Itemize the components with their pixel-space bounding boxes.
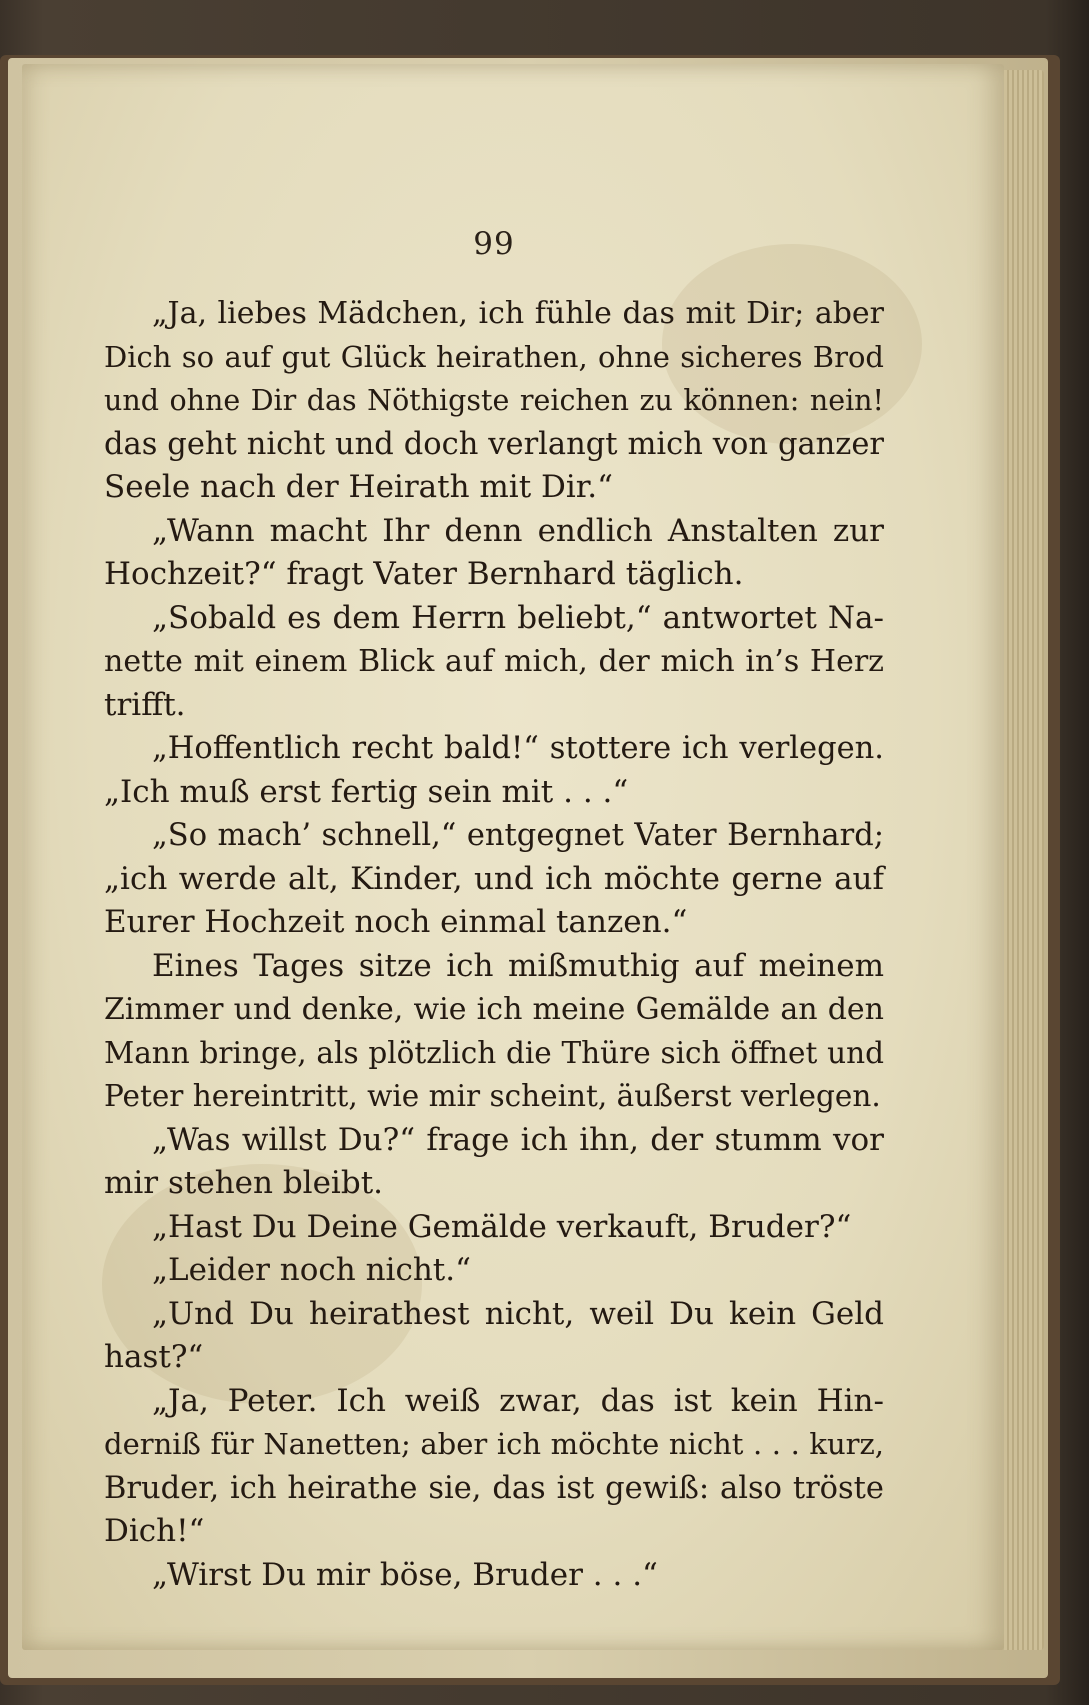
text-line: „Leider noch nicht.“ [152, 1252, 471, 1288]
text-line: „Ja, liebes Mädchen, ich fühle das mit Dir; aber [152, 296, 884, 331]
book-page [22, 64, 1004, 1650]
text-line: „Was willst Du?“ frage ich ihn, der stumm vor [152, 1121, 884, 1158]
text-line: Bruder, ich heirathe sie, das ist gewiß: also tröste [104, 1470, 884, 1506]
text-line: „So mach’ schnell,“ entgegnet Vater Bernhard; [152, 818, 884, 853]
text-line: „Und Du heirathest nicht, weil Du kein Geld [152, 1295, 884, 1332]
page-text [104, 292, 884, 1597]
text-line: mir stehen bleibt. [104, 1165, 383, 1201]
text-line: Dich!“ [104, 1513, 205, 1549]
page-number: 99 [473, 226, 515, 262]
text-line: Zimmer und denke, wie ich meine Gemälde an den [104, 992, 884, 1027]
text-line: „Hast Du Deine Gemälde verkauft, Bruder?“ [152, 1208, 852, 1245]
text-line: Peter hereintritt, wie mir scheint, äußerst verlegen. [104, 1079, 881, 1113]
text-line: „ich werde alt, Kinder, und ich möchte gerne auf [104, 860, 884, 897]
page-edges [1004, 70, 1044, 1650]
text-line: Eurer Hochzeit noch einmal tanzen.“ [104, 904, 688, 940]
text-line: „Wann macht Ihr denn endlich Anstalten zur [152, 512, 884, 549]
text-line: und ohne Dir das Nöthigste reichen zu können: nein! [104, 384, 884, 417]
text-line: Dich so auf gut Glück heirathen, ohne sicheres Brod [104, 339, 884, 374]
text-line: Seele nach der Heirath mit Dir.“ [104, 469, 613, 505]
text-line: das geht nicht und doch verlangt mich von ganzer [104, 426, 884, 462]
text-line: derniß für Nanetten; aber ich möchte nicht . . . kurz, [104, 1427, 884, 1461]
text-line: „Wirst Du mir böse, Bruder . . .“ [152, 1556, 658, 1593]
text-line: „Ich muß erst fertig sein mit . . .“ [104, 773, 629, 810]
text-line: nette mit einem Blick auf mich, der mich in’s Herz [104, 644, 884, 679]
text-line: hast?“ [104, 1339, 204, 1375]
text-line: Eines Tages sitze ich mißmuthig auf meinem [152, 947, 884, 984]
text-line: „Ja, Peter. Ich weiß zwar, das ist kein Hin- [152, 1382, 884, 1419]
text-line: Mann bringe, als plötzlich die Thüre sich öffnet und [104, 1035, 884, 1070]
text-line: „Sobald es dem Herrn beliebt,“ antwortet Na- [152, 599, 884, 636]
text-line: trifft. [104, 686, 186, 723]
text-line: Hochzeit?“ fragt Vater Bernhard täglich. [104, 556, 744, 592]
text-line: „Hoffentlich recht bald!“ stottere ich verlegen. [152, 731, 884, 766]
